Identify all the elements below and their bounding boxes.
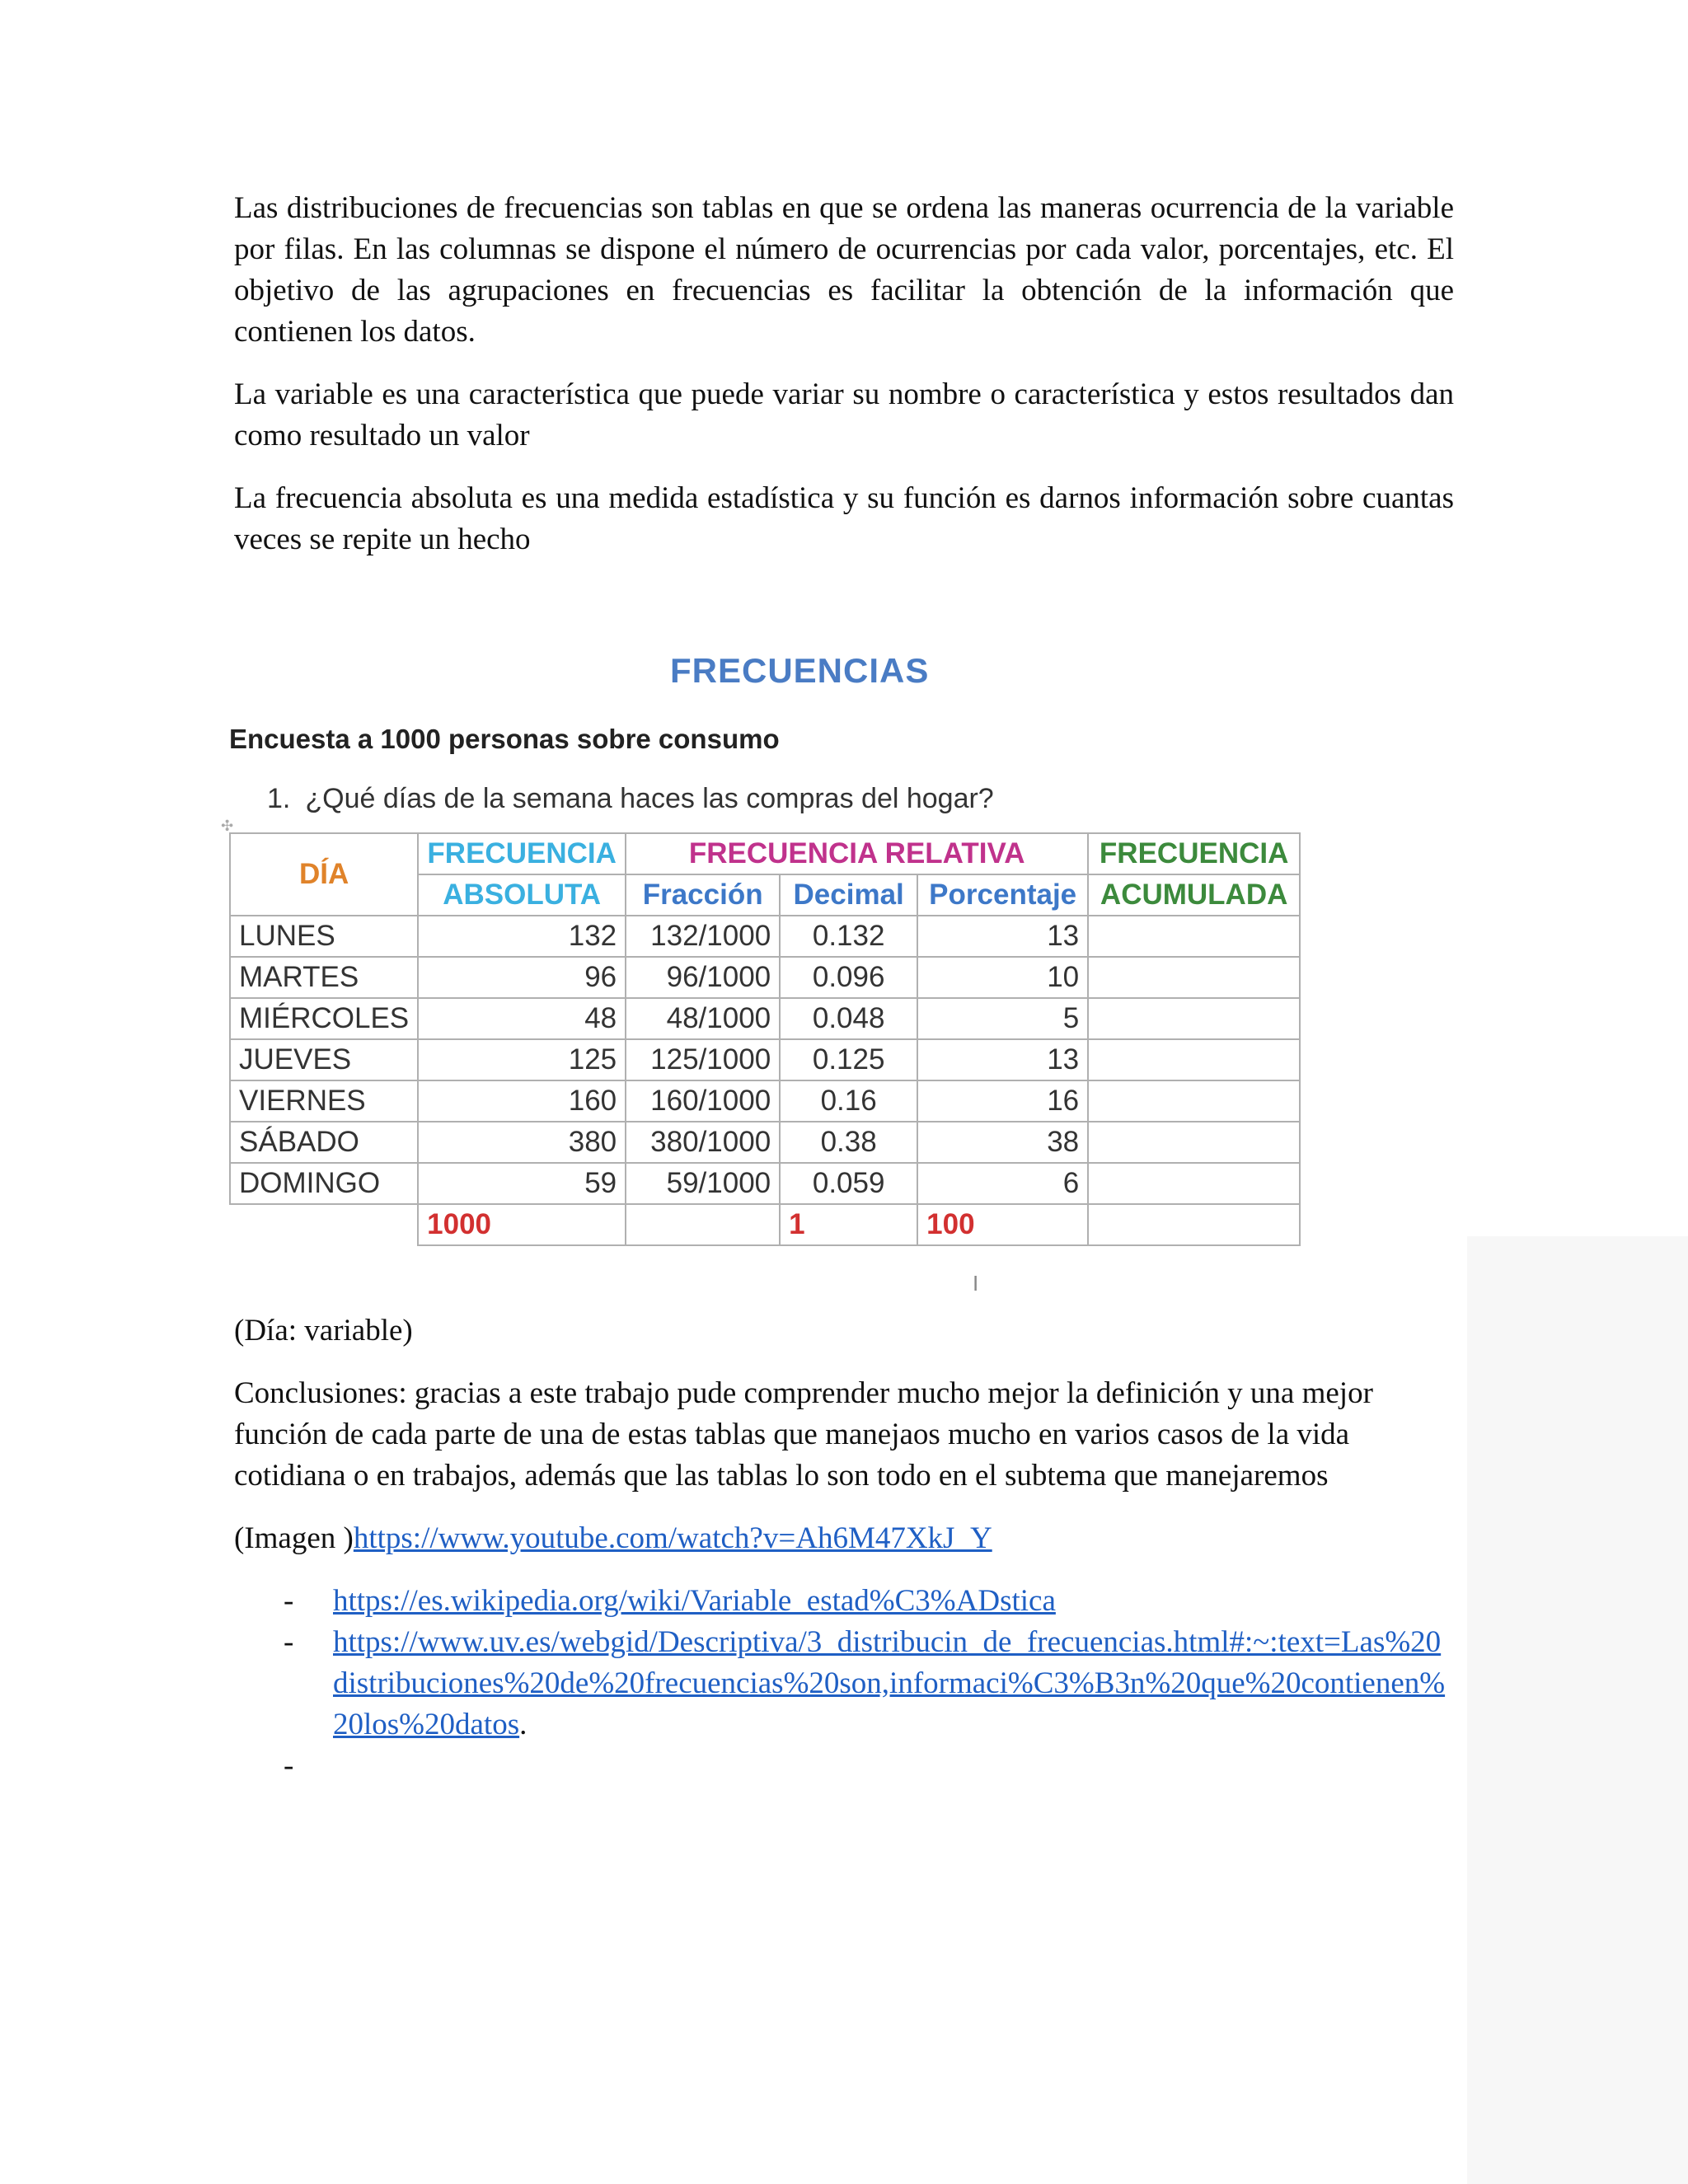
list-dash: -: [284, 1749, 294, 1783]
cell-dia: VIERNES: [230, 1080, 418, 1122]
reference-list: [234, 1581, 1454, 1783]
table-row: [230, 998, 1300, 1039]
list-dash: -: [284, 1625, 294, 1659]
cell-porcentaje: 13: [917, 1039, 1088, 1080]
header-acumulada-2: ACUMULADA: [1088, 874, 1300, 916]
header-relativa: FRECUENCIA RELATIVA: [626, 833, 1088, 874]
cell-decimal: 0.125: [780, 1039, 917, 1080]
cell-acumulada: [1088, 1163, 1300, 1204]
table-row: [230, 1039, 1300, 1080]
table-row: [230, 1122, 1300, 1163]
cell-acumulada: [1088, 957, 1300, 998]
cell-absoluta: 96: [418, 957, 626, 998]
total-porcentaje: 100: [917, 1204, 1088, 1245]
cell-fraccion: 380/1000: [626, 1122, 780, 1163]
total-acumulada: [1088, 1204, 1300, 1245]
header-fraccion: Fracción: [626, 874, 780, 916]
total-absoluta: 1000: [418, 1204, 626, 1245]
list-item: [234, 1581, 1454, 1622]
cell-decimal: 0.048: [780, 998, 917, 1039]
document-lower: [234, 1310, 1454, 1783]
table-totals-row: [230, 1204, 1300, 1245]
cell-decimal: 0.132: [780, 916, 917, 957]
wikipedia-link[interactable]: https://es.wikipedia.org/wiki/Variable_estad%C3%ADstica: [333, 1584, 1056, 1618]
text-cursor-icon: I: [973, 1271, 979, 1296]
cell-porcentaje: 38: [917, 1122, 1088, 1163]
uv-es-link[interactable]: https://www.uv.es/webgid/Descriptiva/3_distribucin_de_frecuencias.html#:~:text=Las%20distribuciones%20de%20frecuencias%20son,informaci%C3%B3n%20que%20contienen%20los%20datos: [333, 1625, 1446, 1741]
question-number: 1.: [267, 783, 291, 814]
cell-absoluta: 160: [418, 1080, 626, 1122]
figure-title: FRECUENCIAS: [670, 651, 930, 690]
cell-decimal: 0.096: [780, 957, 917, 998]
cell-dia: LUNES: [230, 916, 418, 957]
youtube-link[interactable]: https://www.youtube.com/watch?v=Ah6M47XkJ_Y: [353, 1521, 992, 1555]
cell-decimal: 0.059: [780, 1163, 917, 1204]
cell-fraccion: 125/1000: [626, 1039, 780, 1080]
cell-absoluta: 59: [418, 1163, 626, 1204]
document-body: [234, 188, 1454, 582]
header-absoluta-2: ABSOLUTA: [418, 874, 626, 916]
paragraph-conclusiones: Conclusiones: gracias a este trabajo pude comprender mucho mejor la definición y una mejor función de cada parte de una de estas tablas que manejaos mucho en varios casos de la vida cotidiana o en trabajos, además que las tablas lo son todo en el subtema que manejaremos: [234, 1376, 1373, 1493]
page-shadow: [1467, 1236, 1688, 2184]
cell-dia: MARTES: [230, 957, 418, 998]
image-credit-prefix: (Imagen ): [234, 1521, 354, 1555]
cell-decimal: 0.16: [780, 1080, 917, 1122]
cell-fraccion: 160/1000: [626, 1080, 780, 1122]
header-absoluta-1: FRECUENCIA: [418, 833, 626, 874]
cell-acumulada: [1088, 1080, 1300, 1122]
cell-porcentaje: 13: [917, 916, 1088, 957]
cell-acumulada: [1088, 916, 1300, 957]
cell-absoluta: 380: [418, 1122, 626, 1163]
cell-fraccion: 48/1000: [626, 998, 780, 1039]
cell-absoluta: 132: [418, 916, 626, 957]
figure-caption: (Día: variable): [234, 1314, 413, 1347]
frequency-table: [229, 832, 1301, 1246]
cell-porcentaje: 10: [917, 957, 1088, 998]
table-row: [230, 1163, 1300, 1204]
table-row: [230, 916, 1300, 957]
reference-suffix: .: [519, 1708, 528, 1741]
cell-decimal: 0.38: [780, 1122, 917, 1163]
header-decimal: Decimal: [780, 874, 917, 916]
frequency-table-figure: [221, 643, 1325, 1302]
cell-acumulada: [1088, 998, 1300, 1039]
cell-dia: SÁBADO: [230, 1122, 418, 1163]
cell-porcentaje: 5: [917, 998, 1088, 1039]
paragraph-frecuencia-absoluta: La frecuencia absoluta es una medida estadística y su función es darnos información sobre cuantas veces se repite un hecho: [234, 481, 1454, 556]
table-row: [230, 1080, 1300, 1122]
question-text: ¿Qué días de la semana haces las compras del hogar?: [305, 783, 994, 814]
total-fraccion: [626, 1204, 780, 1245]
header-dia: DÍA: [230, 833, 418, 916]
cell-fraccion: 59/1000: [626, 1163, 780, 1204]
cell-absoluta: 48: [418, 998, 626, 1039]
cell-porcentaje: 6: [917, 1163, 1088, 1204]
list-item: [234, 1622, 1454, 1746]
cell-dia: DOMINGO: [230, 1163, 418, 1204]
cell-acumulada: [1088, 1122, 1300, 1163]
table-handle-icon: ✣: [221, 818, 234, 834]
cell-fraccion: 96/1000: [626, 957, 780, 998]
image-credit: [234, 1518, 1454, 1559]
paragraph-distribuciones: Las distribuciones de frecuencias son tablas en que se ordena las maneras ocurrencia de la variable por filas. En las columnas se dispone el número de ocurrencias por cada valor, porcentajes, etc. El objetivo de las agrupaciones en frecuencias es facilitar la obtención de la información que contienen los datos.: [234, 191, 1454, 349]
paragraph-variable: La variable es una característica que puede variar su nombre o característica y estos resultados dan como resultado un valor: [234, 377, 1454, 452]
cell-acumulada: [1088, 1039, 1300, 1080]
list-dash: -: [284, 1584, 294, 1618]
total-decimal: 1: [780, 1204, 917, 1245]
figure-question: [267, 783, 994, 815]
cell-porcentaje: 16: [917, 1080, 1088, 1122]
header-porcentaje: Porcentaje: [917, 874, 1088, 916]
header-acumulada-1: FRECUENCIA: [1088, 833, 1300, 874]
cell-fraccion: 132/1000: [626, 916, 780, 957]
figure-subtitle: Encuesta a 1000 personas sobre consumo: [229, 724, 780, 754]
cell-dia: MIÉRCOLES: [230, 998, 418, 1039]
cell-dia: JUEVES: [230, 1039, 418, 1080]
cell-totals-label: [230, 1204, 418, 1245]
table-row: [230, 957, 1300, 998]
table-header-row: [230, 833, 1300, 874]
cell-absoluta: 125: [418, 1039, 626, 1080]
